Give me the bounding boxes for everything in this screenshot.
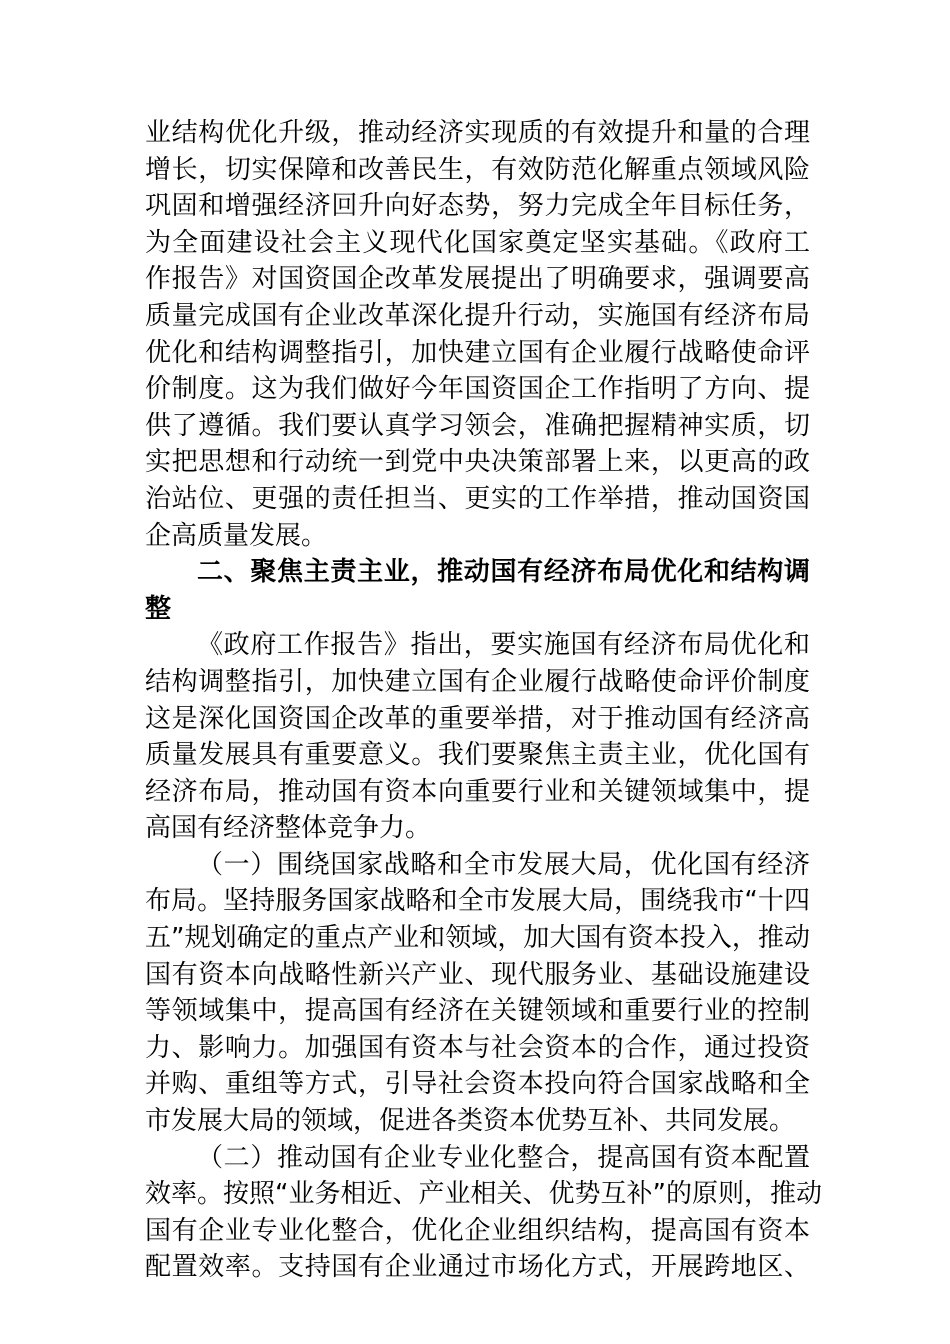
paragraph-3-line: 并购、重组等方式，引导社会资本投向符合国家战略和全 [145, 1069, 810, 1100]
paragraph-1-line: 优化和结构调整指引，加快建立国有企业履行战略使命评 [145, 337, 810, 368]
paragraph-3-line: 布局。坚持服务国家战略和全市发展大局，围绕我市“十四 [145, 886, 810, 917]
paragraph-1-line: 实把思想和行动统一到党中央决策部署上来，以更高的政 [145, 447, 810, 478]
paragraph-1-line: 为全面建设社会主义现代化国家奠定坚实基础。《政府工 [145, 227, 810, 258]
paragraph-3-line: 等领域集中，提高国有经济在关键领域和重要行业的控制 [145, 996, 810, 1027]
paragraph-1-line: 治站位、更强的责任担当、更实的工作举措，推动国资国 [145, 483, 810, 514]
paragraph-3-line: 五”规划确定的重点产业和领域，加大国有资本投入，推动 [145, 923, 810, 954]
section-heading-2: 整 [145, 593, 172, 624]
paragraph-2-line: 高国有经济整体竞争力。 [145, 813, 432, 844]
paragraph-1-line: 价制度。这为我们做好今年国资国企工作指明了方向、提 [145, 374, 810, 405]
paragraph-1-line: 作报告》对国资国企改革发展提出了明确要求，强调要高 [145, 264, 810, 295]
paragraph-4-line: 效率。按照“业务相近、产业相关、优势互补”的原则，推动 [145, 1179, 822, 1210]
section-heading-2: 二、聚焦主责主业，推动国有经济布局优化和结构调 [197, 557, 810, 588]
paragraph-2-line: 《政府工作报告》指出，要实施国有经济布局优化和 [197, 630, 810, 661]
paragraph-1-line: 供了遵循。我们要认真学习领会，准确把握精神实质，切 [145, 410, 810, 441]
paragraph-2-line: 结构调整指引，加快建立国有企业履行战略使命评价制度 [145, 666, 810, 697]
paragraph-1-line: 增长，切实保障和改善民生，有效防范化解重点领域风险 [145, 154, 810, 185]
paragraph-3-line: 力、影响力。加强国有资本与社会资本的合作，通过投资 [145, 1032, 810, 1063]
document-body [145, 115, 822, 1286]
paragraph-3-line: 市发展大局的领域，促进各类资本优势互补、共同发展。 [145, 1106, 796, 1137]
paragraph-2-line: 经济布局，推动国有资本向重要行业和关键领域集中，提 [145, 776, 810, 807]
paragraph-2-line: 这是深化国资国企改革的重要举措，对于推动国有经济高 [145, 703, 810, 734]
paragraph-4-line: 配置效率。支持国有企业通过市场化方式，开展跨地区、 [145, 1252, 810, 1283]
paragraph-4-line: （二）推动国有企业专业化整合，提高国有资本配置 [197, 1142, 810, 1173]
paragraph-3-line: （一）围绕国家战略和全市发展大局，优化国有经济 [197, 849, 810, 880]
paragraph-3-line: 国有资本向战略性新兴产业、现代服务业、基础设施建设 [145, 959, 810, 990]
paragraph-1-line: 业结构优化升级，推动经济实现质的有效提升和量的合理 [145, 118, 810, 148]
paragraph-1-line: 企高质量发展。 [145, 520, 328, 551]
paragraph-4-line: 国有企业专业化整合，优化企业组织结构，提高国有资本 [145, 1215, 810, 1246]
paragraph-1-line: 巩固和增强经济回升向好态势，努力完成全年目标任务， [145, 191, 810, 222]
paragraph-1-line: 质量完成国有企业改革深化提升行动，实施国有经济布局 [145, 300, 810, 331]
paragraph-2-line: 质量发展具有重要意义。我们要聚焦主责主业，优化国有 [145, 740, 810, 771]
